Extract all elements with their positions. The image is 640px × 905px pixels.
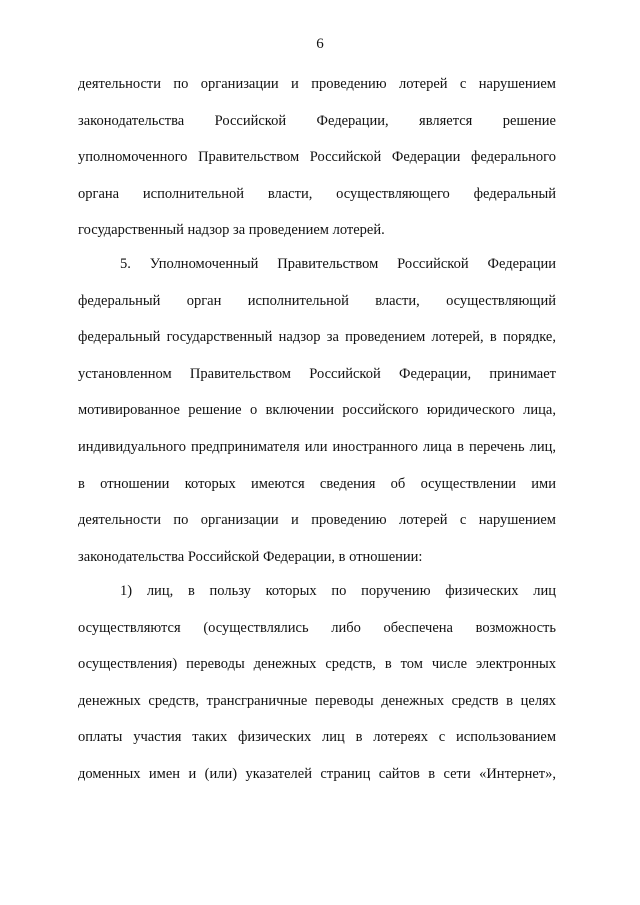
text-line: осуществления) переводы денежных средств, в том числе электронных (78, 656, 556, 673)
text-line: государственный надзор за проведением лотерей. (78, 222, 385, 239)
text-line: уполномоченного Правительством Российской Федерации федерального (78, 149, 556, 166)
text-line: установленном Правительством Российской Федерации, принимает (78, 365, 556, 382)
text-line: федеральный орган исполнительной власти, осуществляющий (78, 292, 556, 309)
text-line: осуществляются (осуществлялись либо обеспечена возможность (78, 619, 556, 636)
text-line: в отношении которых имеются сведения об осуществлении ими (78, 475, 556, 492)
paragraph-item-5 (78, 246, 556, 575)
text-line: денежных средств, трансграничные переводы денежных средств в целях (78, 692, 556, 709)
page-number: 6 (316, 36, 324, 52)
text-line: оплаты участия таких физических лиц в лотереях с использованием (78, 729, 556, 746)
text-line: 1) лиц, в пользу которых по поручению физических лиц (120, 583, 556, 599)
text-line: деятельности по организации и проведению лотерей с нарушением (78, 512, 556, 529)
paragraph-subitem-1 (78, 573, 556, 793)
text-line: мотивированное решение о включении российского юридического лица, (78, 402, 556, 419)
text-line: законодательства Российской Федерации, является решение (78, 112, 556, 129)
text-line: доменных имен и (или) указателей страниц сайтов в сети «Интернет», (78, 765, 556, 782)
text-line: 5. Уполномоченный Правительством Российской Федерации (120, 256, 556, 272)
text-line: законодательства Российской Федерации, в отношении: (78, 548, 423, 565)
text-line: органа исполнительной власти, осуществляющего федеральный (78, 185, 556, 202)
text-line: деятельности по организации и проведению лотерей с нарушением (78, 76, 556, 92)
text-line: индивидуального предпринимателя или иностранного лица в перечень лиц, (78, 438, 556, 455)
paragraph-continuation (78, 66, 556, 249)
text-line: федеральный государственный надзор за проведением лотерей, в порядке, (78, 329, 556, 346)
